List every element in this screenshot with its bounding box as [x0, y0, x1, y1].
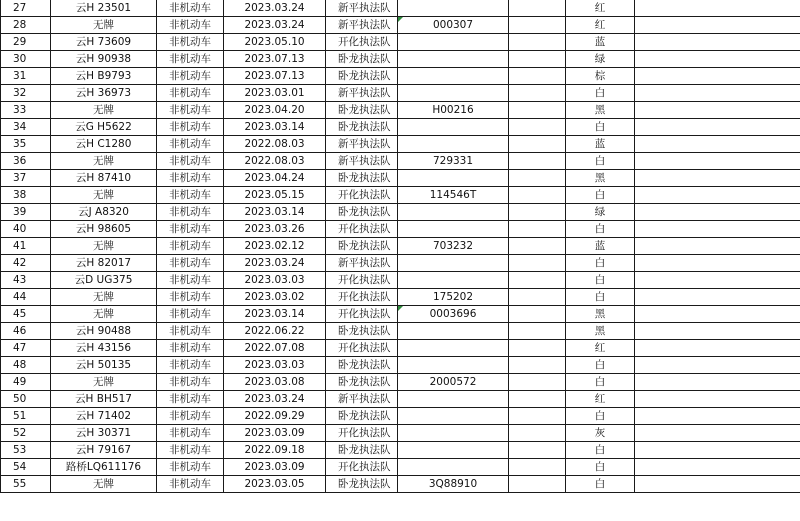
vehicle-type-cell[interactable]: 非机动车	[157, 255, 224, 272]
vehicle-type-cell[interactable]: 非机动车	[157, 476, 224, 493]
blank-cell[interactable]	[509, 0, 566, 17]
blank-cell[interactable]	[635, 425, 800, 442]
blank-cell[interactable]	[635, 119, 800, 136]
row-number-cell[interactable]: 42	[1, 255, 51, 272]
date-cell[interactable]: 2023.05.10	[224, 34, 326, 51]
date-cell[interactable]: 2023.03.14	[224, 119, 326, 136]
code-cell[interactable]: 114546T	[398, 187, 509, 204]
team-cell[interactable]: 新平执法队	[326, 17, 398, 34]
row-number-cell[interactable]: 51	[1, 408, 51, 425]
table-row	[1, 357, 800, 374]
blank-cell[interactable]	[635, 357, 800, 374]
row-number-cell[interactable]: 37	[1, 170, 51, 187]
code-cell[interactable]: H00216	[398, 102, 509, 119]
blank-cell[interactable]	[509, 357, 566, 374]
team-cell[interactable]: 卧龙执法队	[326, 119, 398, 136]
team-cell[interactable]: 新平执法队	[326, 0, 398, 17]
blank-cell[interactable]	[509, 255, 566, 272]
team-cell[interactable]: 开化执法队	[326, 34, 398, 51]
row-number-cell[interactable]: 45	[1, 306, 51, 323]
table-row	[1, 0, 800, 17]
team-cell[interactable]: 卧龙执法队	[326, 408, 398, 425]
blank-cell[interactable]	[635, 170, 800, 187]
blank-cell[interactable]	[635, 204, 800, 221]
plate-cell[interactable]: 无牌	[51, 476, 157, 493]
plate-cell[interactable]: 无牌	[51, 187, 157, 204]
date-cell[interactable]: 2023.03.24	[224, 391, 326, 408]
team-cell[interactable]: 开化执法队	[326, 306, 398, 323]
code-cell[interactable]: 729331	[398, 153, 509, 170]
blank-cell[interactable]	[509, 391, 566, 408]
color-cell[interactable]: 白	[566, 459, 635, 476]
plate-cell[interactable]: 无牌	[51, 306, 157, 323]
color-cell[interactable]: 白	[566, 374, 635, 391]
row-number-cell[interactable]: 46	[1, 323, 51, 340]
blank-cell[interactable]	[509, 340, 566, 357]
row-number-cell[interactable]: 31	[1, 68, 51, 85]
color-cell[interactable]: 红	[566, 391, 635, 408]
blank-cell[interactable]	[635, 136, 800, 153]
code-cell[interactable]: 2000572	[398, 374, 509, 391]
table-row	[1, 204, 800, 221]
row-number-cell[interactable]: 41	[1, 238, 51, 255]
team-cell[interactable]: 开化执法队	[326, 340, 398, 357]
blank-cell[interactable]	[509, 17, 566, 34]
date-cell[interactable]: 2023.07.13	[224, 68, 326, 85]
table-row	[1, 323, 800, 340]
blank-cell[interactable]	[509, 238, 566, 255]
row-number-cell[interactable]: 28	[1, 17, 51, 34]
code-cell[interactable]	[398, 425, 509, 442]
blank-cell[interactable]	[509, 136, 566, 153]
plate-cell[interactable]: 云H 82017	[51, 255, 157, 272]
table-row	[1, 289, 800, 306]
vehicle-type-cell[interactable]: 非机动车	[157, 459, 224, 476]
plate-cell[interactable]: 云H 90488	[51, 323, 157, 340]
date-cell[interactable]: 2023.03.09	[224, 459, 326, 476]
code-cell[interactable]	[398, 51, 509, 68]
date-cell[interactable]: 2023.03.26	[224, 221, 326, 238]
table-row	[1, 255, 800, 272]
plate-cell[interactable]: 云H 71402	[51, 408, 157, 425]
color-cell[interactable]: 绿	[566, 204, 635, 221]
plate-cell[interactable]: 无牌	[51, 374, 157, 391]
table-row	[1, 374, 800, 391]
color-cell[interactable]: 白	[566, 272, 635, 289]
row-number-cell[interactable]: 38	[1, 187, 51, 204]
vehicle-type-cell[interactable]: 非机动车	[157, 0, 224, 17]
table-body	[1, 0, 800, 493]
team-cell[interactable]: 新平执法队	[326, 136, 398, 153]
code-cell[interactable]	[398, 221, 509, 238]
blank-cell[interactable]	[635, 374, 800, 391]
code-cell[interactable]	[398, 357, 509, 374]
table-row	[1, 85, 800, 102]
vehicle-type-cell[interactable]: 非机动车	[157, 51, 224, 68]
cell-flag-icon	[398, 306, 403, 311]
date-cell[interactable]: 2023.05.15	[224, 187, 326, 204]
color-cell[interactable]: 白	[566, 153, 635, 170]
blank-cell[interactable]	[509, 374, 566, 391]
vehicle-type-cell[interactable]: 非机动车	[157, 340, 224, 357]
plate-cell[interactable]: 云H 30371	[51, 425, 157, 442]
team-cell[interactable]: 新平执法队	[326, 255, 398, 272]
plate-cell[interactable]: 云H 90938	[51, 51, 157, 68]
code-cell[interactable]	[398, 391, 509, 408]
blank-cell[interactable]	[635, 459, 800, 476]
vehicle-type-cell[interactable]: 非机动车	[157, 187, 224, 204]
blank-cell[interactable]	[635, 102, 800, 119]
blank-cell[interactable]	[509, 85, 566, 102]
date-cell[interactable]: 2023.07.13	[224, 51, 326, 68]
table-row	[1, 153, 800, 170]
plate-cell[interactable]: 云H 98605	[51, 221, 157, 238]
blank-cell[interactable]	[635, 340, 800, 357]
row-number-cell[interactable]: 43	[1, 272, 51, 289]
color-cell[interactable]: 黑	[566, 306, 635, 323]
blank-cell[interactable]	[509, 425, 566, 442]
blank-cell[interactable]	[509, 408, 566, 425]
plate-cell[interactable]: 云H 50135	[51, 357, 157, 374]
date-cell[interactable]: 2023.03.24	[224, 0, 326, 17]
team-cell[interactable]: 开化执法队	[326, 221, 398, 238]
table-row	[1, 442, 800, 459]
row-number-cell[interactable]: 40	[1, 221, 51, 238]
row-number-cell[interactable]: 39	[1, 204, 51, 221]
color-cell[interactable]: 红	[566, 0, 635, 17]
code-cell[interactable]	[398, 204, 509, 221]
color-cell[interactable]: 白	[566, 442, 635, 459]
team-cell[interactable]: 开化执法队	[326, 425, 398, 442]
color-cell[interactable]: 棕	[566, 68, 635, 85]
plate-cell[interactable]: 云H 36973	[51, 85, 157, 102]
team-cell[interactable]: 开化执法队	[326, 289, 398, 306]
blank-cell[interactable]	[635, 391, 800, 408]
color-cell[interactable]: 白	[566, 408, 635, 425]
code-cell[interactable]	[398, 323, 509, 340]
vehicle-type-cell[interactable]: 非机动车	[157, 238, 224, 255]
plate-cell[interactable]: 无牌	[51, 153, 157, 170]
color-cell[interactable]: 白	[566, 119, 635, 136]
blank-cell[interactable]	[509, 459, 566, 476]
date-cell[interactable]: 2023.03.02	[224, 289, 326, 306]
blank-cell[interactable]	[509, 153, 566, 170]
blank-cell[interactable]	[635, 323, 800, 340]
table-row	[1, 119, 800, 136]
row-number-cell[interactable]: 54	[1, 459, 51, 476]
code-cell[interactable]: 0003696	[398, 306, 509, 323]
plate-cell[interactable]: 云G H5622	[51, 119, 157, 136]
row-number-cell[interactable]: 32	[1, 85, 51, 102]
blank-cell[interactable]	[509, 306, 566, 323]
blank-cell[interactable]	[635, 34, 800, 51]
blank-cell[interactable]	[635, 476, 800, 493]
vehicle-type-cell[interactable]: 非机动车	[157, 153, 224, 170]
code-cell[interactable]	[398, 442, 509, 459]
code-cell[interactable]: 3Q88910	[398, 476, 509, 493]
color-cell[interactable]: 红	[566, 340, 635, 357]
team-cell[interactable]: 卧龙执法队	[326, 323, 398, 340]
blank-cell[interactable]	[635, 442, 800, 459]
code-cell[interactable]: 175202	[398, 289, 509, 306]
vehicle-type-cell[interactable]: 非机动车	[157, 306, 224, 323]
code-cell[interactable]	[398, 272, 509, 289]
vehicle-type-cell[interactable]: 非机动车	[157, 204, 224, 221]
row-number-cell[interactable]: 55	[1, 476, 51, 493]
date-cell[interactable]: 2023.03.14	[224, 306, 326, 323]
color-cell[interactable]: 黑	[566, 102, 635, 119]
date-cell[interactable]: 2023.02.12	[224, 238, 326, 255]
blank-cell[interactable]	[509, 102, 566, 119]
date-cell[interactable]: 2023.03.14	[224, 204, 326, 221]
table-row	[1, 272, 800, 289]
date-cell[interactable]: 2023.03.05	[224, 476, 326, 493]
color-cell[interactable]: 灰	[566, 425, 635, 442]
table-row	[1, 340, 800, 357]
code-cell[interactable]	[398, 408, 509, 425]
blank-cell[interactable]	[635, 272, 800, 289]
date-cell[interactable]: 2022.09.18	[224, 442, 326, 459]
team-cell[interactable]: 卧龙执法队	[326, 476, 398, 493]
code-cell[interactable]	[398, 34, 509, 51]
blank-cell[interactable]	[635, 68, 800, 85]
vehicle-type-cell[interactable]: 非机动车	[157, 442, 224, 459]
blank-cell[interactable]	[635, 187, 800, 204]
color-cell[interactable]: 蓝	[566, 136, 635, 153]
plate-cell[interactable]: 云H 43156	[51, 340, 157, 357]
code-cell[interactable]	[398, 255, 509, 272]
plate-cell[interactable]: 云H 79167	[51, 442, 157, 459]
code-cell[interactable]	[398, 119, 509, 136]
vehicle-type-cell[interactable]: 非机动车	[157, 119, 224, 136]
blank-cell[interactable]	[635, 85, 800, 102]
plate-cell[interactable]: 无牌	[51, 102, 157, 119]
row-number-cell[interactable]: 34	[1, 119, 51, 136]
blank-cell[interactable]	[635, 306, 800, 323]
plate-cell[interactable]: 云J A8320	[51, 204, 157, 221]
color-cell[interactable]: 白	[566, 221, 635, 238]
row-number-cell[interactable]: 50	[1, 391, 51, 408]
table-row	[1, 306, 800, 323]
row-number-cell[interactable]: 30	[1, 51, 51, 68]
blank-cell[interactable]	[509, 170, 566, 187]
blank-cell[interactable]	[635, 51, 800, 68]
code-cell[interactable]	[398, 68, 509, 85]
vehicle-type-cell[interactable]: 非机动车	[157, 391, 224, 408]
table-row	[1, 221, 800, 238]
team-cell[interactable]: 新平执法队	[326, 153, 398, 170]
date-cell[interactable]: 2023.03.03	[224, 272, 326, 289]
blank-cell[interactable]	[635, 238, 800, 255]
row-number-cell[interactable]: 27	[1, 0, 51, 17]
table-row	[1, 68, 800, 85]
plate-cell[interactable]: 云H 73609	[51, 34, 157, 51]
vehicle-type-cell[interactable]: 非机动车	[157, 323, 224, 340]
vehicle-type-cell[interactable]: 非机动车	[157, 68, 224, 85]
vehicle-type-cell[interactable]: 非机动车	[157, 272, 224, 289]
blank-cell[interactable]	[509, 272, 566, 289]
code-cell[interactable]	[398, 459, 509, 476]
vehicle-type-cell[interactable]: 非机动车	[157, 136, 224, 153]
blank-cell[interactable]	[635, 255, 800, 272]
blank-cell[interactable]	[509, 323, 566, 340]
date-cell[interactable]: 2022.08.03	[224, 136, 326, 153]
vehicle-type-cell[interactable]: 非机动车	[157, 102, 224, 119]
table-row	[1, 34, 800, 51]
team-cell[interactable]: 卧龙执法队	[326, 442, 398, 459]
plate-cell[interactable]: 云D UG375	[51, 272, 157, 289]
date-cell[interactable]: 2023.03.03	[224, 357, 326, 374]
table-row	[1, 102, 800, 119]
color-cell[interactable]: 白	[566, 289, 635, 306]
code-cell[interactable]	[398, 340, 509, 357]
date-cell[interactable]: 2023.03.09	[224, 425, 326, 442]
table-row	[1, 391, 800, 408]
code-cell[interactable]: 000307	[398, 17, 509, 34]
color-cell[interactable]: 白	[566, 187, 635, 204]
row-number-cell[interactable]: 29	[1, 34, 51, 51]
code-cell[interactable]	[398, 170, 509, 187]
team-cell[interactable]: 卧龙执法队	[326, 374, 398, 391]
color-cell[interactable]: 红	[566, 17, 635, 34]
team-cell[interactable]: 卧龙执法队	[326, 170, 398, 187]
plate-cell[interactable]: 无牌	[51, 289, 157, 306]
blank-cell[interactable]	[635, 0, 800, 17]
row-number-cell[interactable]: 44	[1, 289, 51, 306]
blank-cell[interactable]	[635, 289, 800, 306]
color-cell[interactable]: 白	[566, 255, 635, 272]
team-cell[interactable]: 开化执法队	[326, 459, 398, 476]
table-row	[1, 17, 800, 34]
table-row	[1, 238, 800, 255]
team-cell[interactable]: 开化执法队	[326, 272, 398, 289]
row-number-cell[interactable]: 47	[1, 340, 51, 357]
blank-cell[interactable]	[509, 51, 566, 68]
blank-cell[interactable]	[635, 221, 800, 238]
color-cell[interactable]: 黑	[566, 323, 635, 340]
date-cell[interactable]: 2023.04.24	[224, 170, 326, 187]
blank-cell[interactable]	[509, 221, 566, 238]
date-cell[interactable]: 2022.06.22	[224, 323, 326, 340]
plate-cell[interactable]: 无牌	[51, 238, 157, 255]
blank-cell[interactable]	[635, 17, 800, 34]
table-row	[1, 476, 800, 493]
vehicle-type-cell[interactable]: 非机动车	[157, 289, 224, 306]
date-cell[interactable]: 2023.03.01	[224, 85, 326, 102]
color-cell[interactable]: 蓝	[566, 238, 635, 255]
blank-cell[interactable]	[509, 442, 566, 459]
table-row	[1, 170, 800, 187]
vehicle-type-cell[interactable]: 非机动车	[157, 374, 224, 391]
team-cell[interactable]: 卧龙执法队	[326, 102, 398, 119]
code-cell[interactable]	[398, 85, 509, 102]
vehicle-type-cell[interactable]: 非机动车	[157, 170, 224, 187]
plate-cell[interactable]: 云H 23501	[51, 0, 157, 17]
color-cell[interactable]: 白	[566, 357, 635, 374]
plate-cell[interactable]: 云H 87410	[51, 170, 157, 187]
plate-cell[interactable]: 云H BH517	[51, 391, 157, 408]
color-cell[interactable]: 蓝	[566, 34, 635, 51]
vehicle-type-cell[interactable]: 非机动车	[157, 85, 224, 102]
vehicle-type-cell[interactable]: 非机动车	[157, 357, 224, 374]
plate-cell[interactable]: 路桥LQ611176	[51, 459, 157, 476]
row-number-cell[interactable]: 36	[1, 153, 51, 170]
color-cell[interactable]: 白	[566, 476, 635, 493]
vehicle-type-cell[interactable]: 非机动车	[157, 221, 224, 238]
code-cell[interactable]	[398, 0, 509, 17]
row-number-cell[interactable]: 53	[1, 442, 51, 459]
date-cell[interactable]: 2023.03.24	[224, 255, 326, 272]
plate-cell[interactable]: 无牌	[51, 17, 157, 34]
color-cell[interactable]: 黑	[566, 170, 635, 187]
vehicle-type-cell[interactable]: 非机动车	[157, 17, 224, 34]
cell-flag-icon	[398, 17, 403, 22]
color-cell[interactable]: 绿	[566, 51, 635, 68]
blank-cell[interactable]	[509, 68, 566, 85]
team-cell[interactable]: 新平执法队	[326, 85, 398, 102]
team-cell[interactable]: 卧龙执法队	[326, 51, 398, 68]
team-cell[interactable]: 卧龙执法队	[326, 204, 398, 221]
row-number-cell[interactable]: 52	[1, 425, 51, 442]
plate-cell[interactable]: 云H B9793	[51, 68, 157, 85]
blank-cell[interactable]	[509, 204, 566, 221]
vehicle-type-cell[interactable]: 非机动车	[157, 34, 224, 51]
date-cell[interactable]: 2022.07.08	[224, 340, 326, 357]
plate-cell[interactable]: 云H C1280	[51, 136, 157, 153]
team-cell[interactable]: 卧龙执法队	[326, 357, 398, 374]
vehicle-type-cell[interactable]: 非机动车	[157, 408, 224, 425]
table-row	[1, 136, 800, 153]
table-row	[1, 408, 800, 425]
team-cell[interactable]: 卧龙执法队	[326, 238, 398, 255]
row-number-cell[interactable]: 48	[1, 357, 51, 374]
row-number-cell[interactable]: 35	[1, 136, 51, 153]
date-cell[interactable]: 2022.08.03	[224, 153, 326, 170]
table-row	[1, 187, 800, 204]
row-number-cell[interactable]: 33	[1, 102, 51, 119]
blank-cell[interactable]	[509, 289, 566, 306]
color-cell[interactable]: 白	[566, 85, 635, 102]
code-cell[interactable]	[398, 136, 509, 153]
team-cell[interactable]: 开化执法队	[326, 187, 398, 204]
blank-cell[interactable]	[509, 187, 566, 204]
vehicle-type-cell[interactable]: 非机动车	[157, 425, 224, 442]
date-cell[interactable]: 2023.04.20	[224, 102, 326, 119]
team-cell[interactable]: 卧龙执法队	[326, 68, 398, 85]
date-cell[interactable]: 2023.03.08	[224, 374, 326, 391]
blank-cell[interactable]	[509, 119, 566, 136]
row-number-cell[interactable]: 49	[1, 374, 51, 391]
table-row	[1, 425, 800, 442]
table-row	[1, 51, 800, 68]
blank-cell[interactable]	[635, 153, 800, 170]
blank-cell[interactable]	[509, 34, 566, 51]
table-row	[1, 459, 800, 476]
date-cell[interactable]: 2022.09.29	[224, 408, 326, 425]
team-cell[interactable]: 新平执法队	[326, 391, 398, 408]
blank-cell[interactable]	[509, 476, 566, 493]
blank-cell[interactable]	[635, 408, 800, 425]
code-cell[interactable]: 703232	[398, 238, 509, 255]
date-cell[interactable]: 2023.03.24	[224, 17, 326, 34]
